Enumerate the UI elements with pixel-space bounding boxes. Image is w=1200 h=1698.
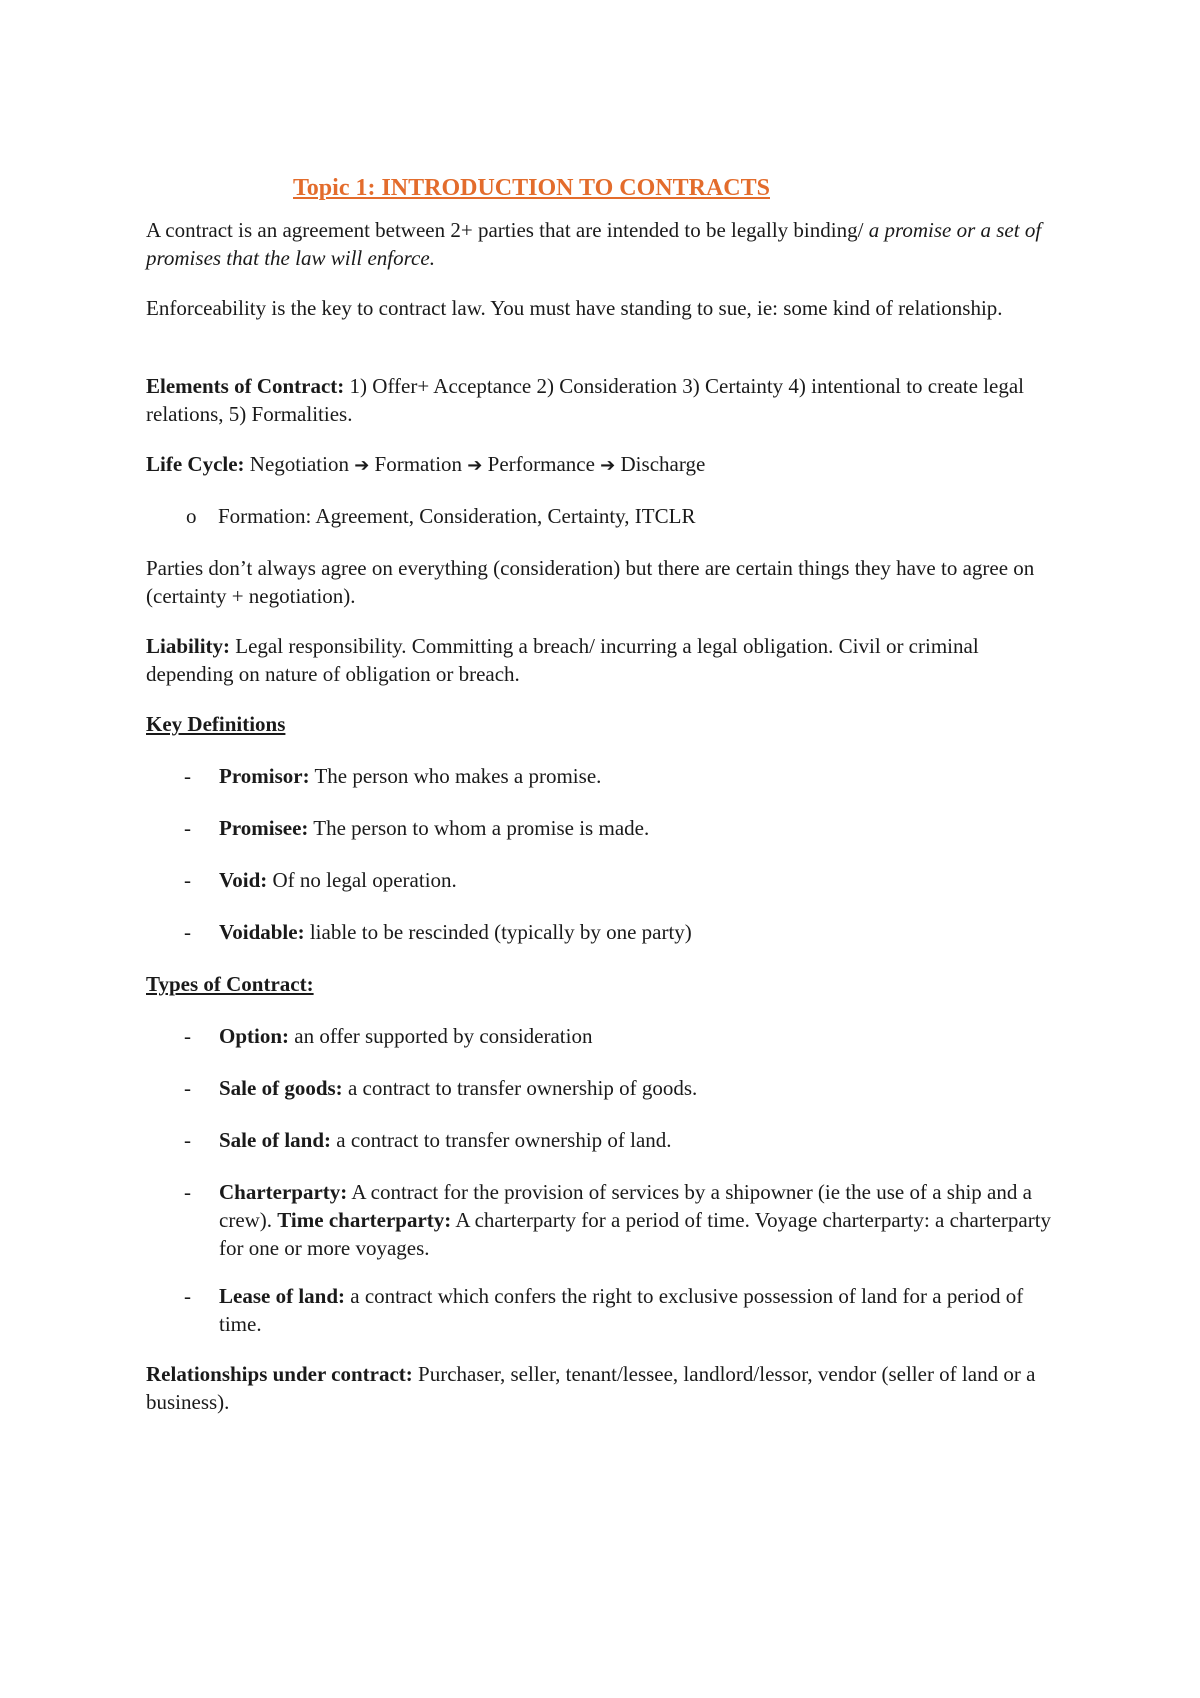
dash-marker: -	[184, 1180, 191, 1204]
intro-paragraph	[146, 216, 1066, 272]
intro-text: A contract is an agreement between 2+ parties that are intended to be legally binding/	[146, 218, 869, 242]
definition-term: Promisee:	[219, 816, 309, 840]
relationships-paragraph	[146, 1360, 1066, 1416]
parties-paragraph: Parties don’t always agree on everything (consideration) but there are certain things they have to agree on (certainty + negotiation).	[146, 556, 1035, 608]
enforceability-paragraph: Enforceability is the key to contract law. You must have standing to sue, ie: some kind of relationship.	[146, 296, 1003, 320]
lifecycle-paragraph	[146, 450, 1066, 480]
intro-italic: a promise or a set of promises that the law will enforce	[146, 218, 1042, 270]
liability-label: Liability:	[146, 634, 231, 658]
definition-text: Of no legal operation.	[267, 868, 457, 892]
elements-text: 1) Offer+ Acceptance 2) Consideration 3) Certainty 4) intentional to create legal relations, 5) Formalities.	[146, 374, 1024, 426]
key-definitions-heading	[146, 710, 1066, 738]
dash-marker: -	[184, 1024, 191, 1048]
type-text: A contract for the provision of services by a shipowner (ie the use of a ship and a crew).	[219, 1180, 1032, 1232]
dash-marker: -	[184, 1284, 191, 1308]
lifecycle-label: Life Cycle:	[146, 452, 245, 476]
liability-paragraph	[146, 632, 1066, 688]
definition-term: Promisor:	[219, 764, 310, 788]
type-term: Time charterparty:	[277, 1208, 452, 1232]
intro-end: .	[429, 246, 435, 270]
type-text: an offer supported by consideration	[289, 1024, 593, 1048]
type-term: Sale of goods:	[219, 1076, 343, 1100]
bullet-marker: o	[186, 504, 197, 528]
elements-label: Elements of Contract:	[146, 374, 345, 398]
arrow-right-icon: ➔	[600, 455, 616, 476]
type-term: Charterparty:	[219, 1180, 348, 1204]
key-definitions-heading-text: Key Definitions	[146, 712, 286, 736]
formation-bullet	[146, 502, 1066, 530]
dash-marker: -	[184, 920, 191, 944]
dash-marker: -	[184, 1128, 191, 1152]
lifecycle-step: Performance	[487, 452, 595, 476]
definition-text: The person who makes a promise.	[309, 764, 602, 788]
type-term: Lease of land:	[219, 1284, 345, 1308]
dash-marker: -	[184, 816, 191, 840]
definition-term: Void:	[219, 868, 268, 892]
dash-marker: -	[184, 868, 191, 892]
definition-text: liable to be rescinded (typically by one party)	[304, 920, 692, 944]
dash-marker: -	[184, 1076, 191, 1100]
lifecycle-step: Formation	[374, 452, 463, 476]
formation-text: Formation: Agreement, Consideration, Certainty, ITCLR	[218, 504, 696, 528]
liability-text: Legal responsibility. Committing a breach/ incurring a legal obligation. Civil or criminal depending on nature of obligation or breach.	[146, 634, 979, 686]
type-text: a contract to transfer ownership of land.	[331, 1128, 672, 1152]
types-heading-text: Types of Contract:	[146, 972, 314, 996]
relationships-label: Relationships under contract:	[146, 1362, 413, 1386]
type-term: Option:	[219, 1024, 290, 1048]
arrow-right-icon: ➔	[354, 455, 370, 476]
type-text: a contract which confers the right to exclusive possession of land for a period of time.	[219, 1284, 1024, 1336]
type-text: A charterparty for a period of time. Voyage charterparty: a charterparty for one or more voyages.	[219, 1208, 1052, 1260]
arrow-right-icon: ➔	[467, 455, 483, 476]
definition-term: Voidable:	[219, 920, 305, 944]
lifecycle-step: Discharge	[620, 452, 706, 476]
relationships-text: Purchaser, seller, tenant/lessee, landlord/lessor, vendor (seller of land or a business).	[146, 1362, 1036, 1414]
lifecycle-step: Negotiation	[249, 452, 349, 476]
page-title: Topic 1: INTRODUCTION TO CONTRACTS	[293, 175, 770, 201]
elements-paragraph	[146, 372, 1066, 428]
type-term: Sale of land:	[219, 1128, 332, 1152]
dash-marker: -	[184, 764, 191, 788]
types-heading	[146, 970, 1066, 998]
type-text: a contract to transfer ownership of goods.	[342, 1076, 698, 1100]
definition-text: The person to whom a promise is made.	[308, 816, 650, 840]
